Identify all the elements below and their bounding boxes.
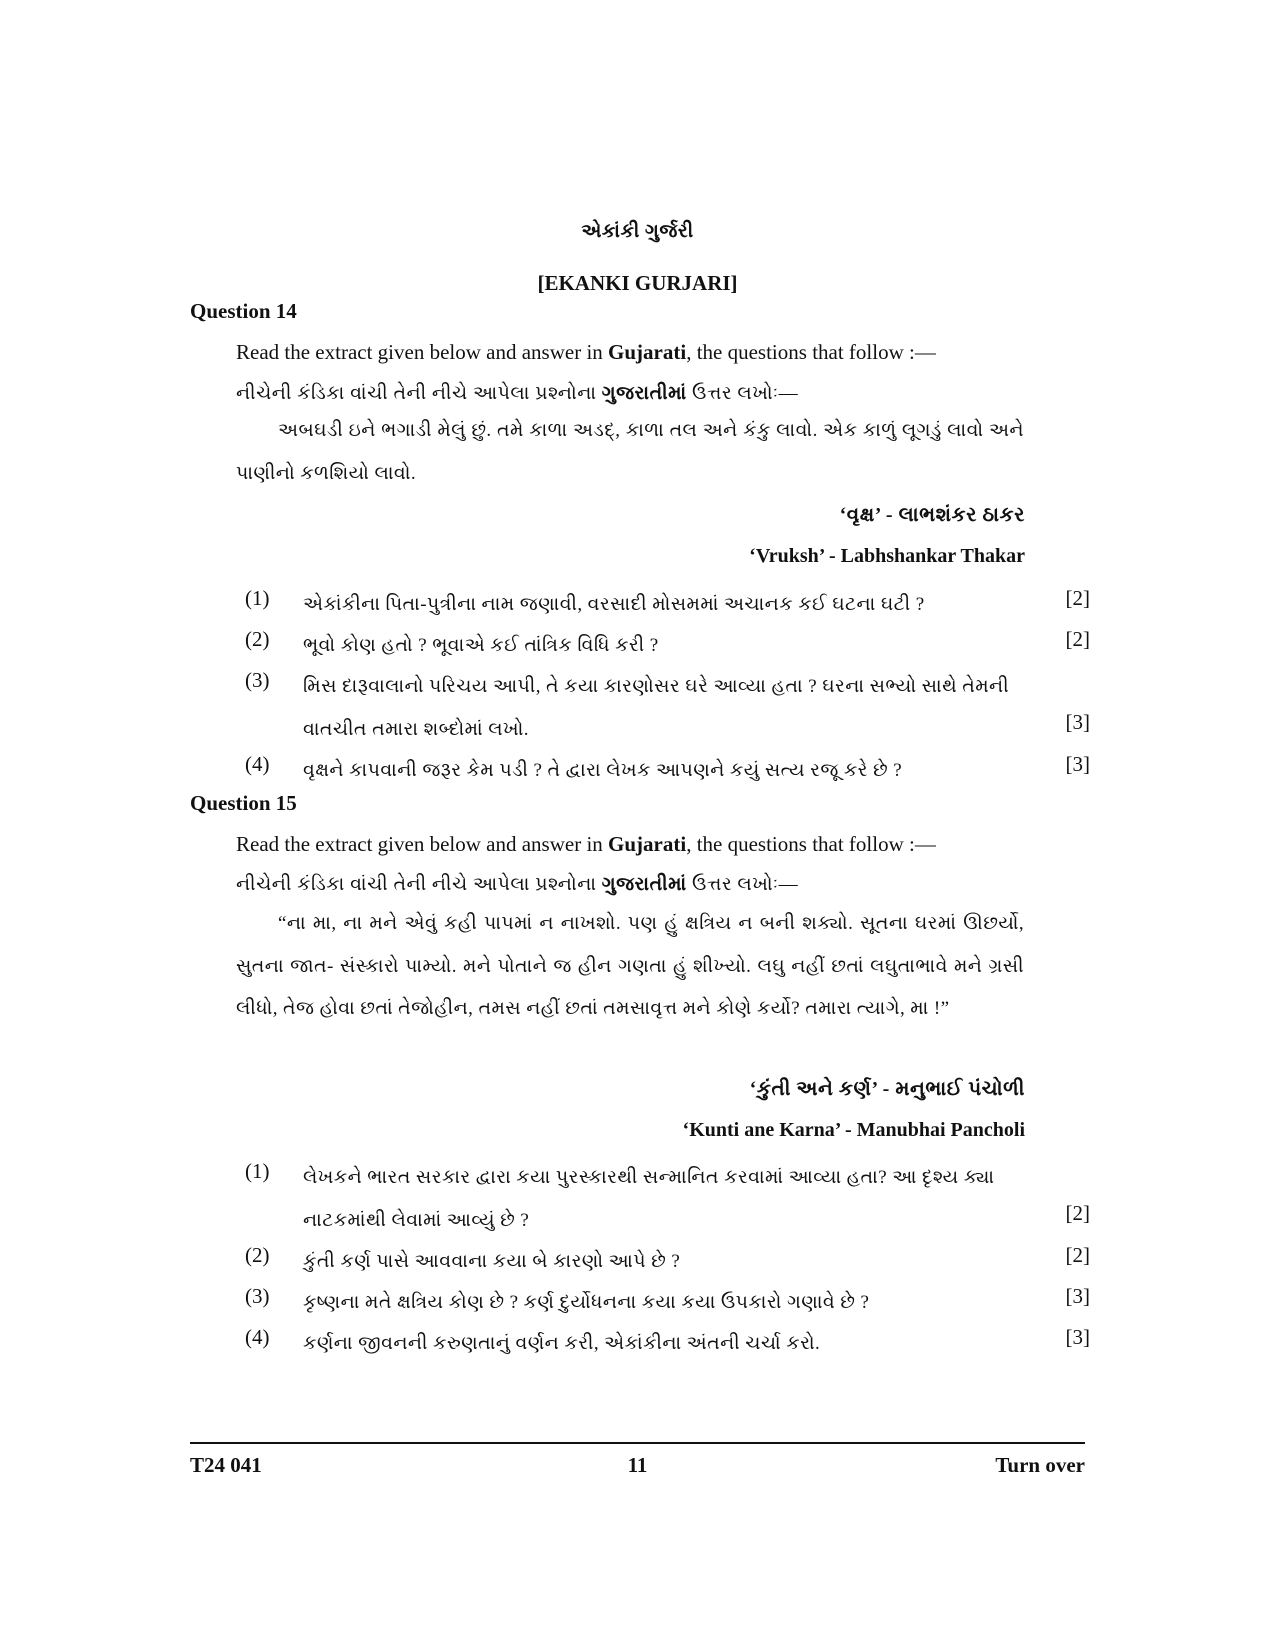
q14-source-english: ‘Vruksh’ - Labhshankar Thakar <box>749 545 1025 567</box>
q14-extract: અબઘડી ઇને ભગાડી મેલું છું. તમે કાળા અડદ્, કાળા તલ અને કંકુ લાવો. એક કાળું લૂગડું લાવો અને પાણીનો કળશિયો લાવો. <box>236 420 1024 484</box>
q15-source-gujarati: ‘કુંતી અને કર્ણ’ - મનુભાઈ પંચોળી <box>749 1078 1025 1100</box>
footer-rule <box>190 1442 1085 1444</box>
question-15-heading: Question 15 <box>190 791 297 815</box>
q14-instruction-english: Read the extract given below and answer in Gujarati, the questions that follow :— <box>236 340 936 364</box>
question-14-heading: Question 14 <box>190 299 297 323</box>
paper-code: T24 041 <box>190 1453 262 1477</box>
page-number: 11 <box>627 1453 648 1477</box>
turn-over-note: Turn over <box>995 1453 1085 1477</box>
q15-instruction-english: Read the extract given below and answer in Gujarati, the questions that follow :— <box>236 832 936 856</box>
q14-instruction-gujarati: નીચેની કંડિકા વાંચી તેની નીચે આપેલા પ્રશ્નોના ગુજરાતીમાં ઉત્તર લખોઃ— <box>236 383 799 404</box>
q14-source-gujarati: ‘વૃક્ષ’ - લાભશંકર ઠાકર <box>839 504 1025 526</box>
section-title-english: [EKANKI GURJARI] <box>537 271 738 295</box>
section-title-gujarati: એકાંકી ગુર્જરી <box>581 221 694 242</box>
q15-source-english: ‘Kunti ane Karna’ - Manubhai Pancholi <box>682 1119 1025 1141</box>
q15-instruction-gujarati: નીચેની કંડિકા વાંચી તેની નીચે આપેલા પ્રશ્નોના ગુજરાતીમાં ઉત્તર લખોઃ— <box>236 874 799 895</box>
exam-page: એકાંકી ગુર્જરી [EKANKI GURJARI] Question 14 Read the extract given below and answer in Gujarati, the questions that follow :— નીચેની કંડિકા વાંચી તેની નીચે આપેલા પ્રશ્નોના ગુજરાતીમાં ઉત્તર લખોઃ— અબઘડી ઇને ભગાડી મેલું છું. તમે કાળા અડદ્, કાળા તલ અને કંકુ લાવો. એક કાળું લૂગડું લાવો અને પાણીનો કળશિયો લાવો. ‘વૃક્ષ’ - લાભશંકર ઠાકર ‘Vruksh’ - Labhshankar Thakar (1) એકાંકીના પિતા-પુત્રીના નામ જણાવી, વરસાદી મોસમમાં અચાનક કઈ ઘટના ઘટી ? [2] (2) ભૂવો કોણ હતો ? ભૂવાએ કઈ તાંત્રિક વિધિ કરી ? [2] (3) મિસ દારૂવાલાનો પરિચય આપી, તે કયા કારણોસર ઘરે આવ્યા હતા ? ઘરના સભ્યો સાથે તેમની વાતચીત તમારા શબ્દોમાં લખો. [3] (4) વૃક્ષને કાપવાની જરૂર કેમ પડી ? તે દ્વારા લેખક આપણને કયું સત્ય રજૂ કરે છે ? [3] Question 15 Read the extract given below and answer in Gujarati, the questions that follow :— નીચેની કંડિકા વાંચી તેની નીચે આપેલા પ્રશ્નોના ગુજરાતીમાં ઉત્તર લખોઃ— “ના મા, ના મને એવું કહી પાપમાં ન નાખશો. પણ હું ક્ષત્રિય ન બની શક્યો. સૂતના ઘરમાં ઊછર્યો, સુતના જાત- સંસ્કારો પામ્યો. મને પોતાને જ હીન ગણતા હું શીખ્યો. લઘુ નહીં છતાં લઘુતાભાવે મને ગ્રસી લીધો, તેજ હોવા છતાં તેજોહીન, તમસ નહીં છતાં તમસાવૃત્ત મને કોણે કર્યો? તમારા ત્યાગે, મા !” ‘કુંતી અને કર્ણ’ - મનુભાઈ પંચોળી ‘Kunti ane Karna’ - Manubhai Pancholi (1) લેખકને ભારત સરકાર દ્વારા કયા પુરસ્કારથી સન્માનિત કરવામાં આવ્યા હતા? આ દૃશ્ય ક્યા નાટકમાંથી લેવામાં આવ્યું છે ? [2] (2) કુંતી કર્ણ પાસે આવવાના કયા બે કારણો આપે છે ? [2] (3) કૃષ્ણના મતે ક્ષત્રિય કોણ છે ? કર્ણ દુર્યોધનના કયા કયા ઉપકારો ગણાવે છે ? [3] (4) કર્ણના જીવનની કરુણતાનું વર્ણન કરી, એકાંકીના અંતની ચર્ચા કરો. [3] T24 041 11 Turn over <box>0 0 1275 1651</box>
q15-extract: “ના મા, ના મને એવું કહી પાપમાં ન નાખશો. પણ હું ક્ષત્રિય ન બની શક્યો. સૂતના ઘરમાં ઊછર્યો, સુતના જાત- સંસ્કારો પામ્યો. મને પોતાને જ હીન ગણતા હું શીખ્યો. લઘુ નહીં છતાં લઘુતાભાવે મને ગ્રસી લીધો, તેજ હોવા છતાં તેજોહીન, તમસ નહીં છતાં તમસાવૃત્ત મને કોણે કર્યો? તમારા ત્યાગે, મા !” <box>236 913 1024 1019</box>
